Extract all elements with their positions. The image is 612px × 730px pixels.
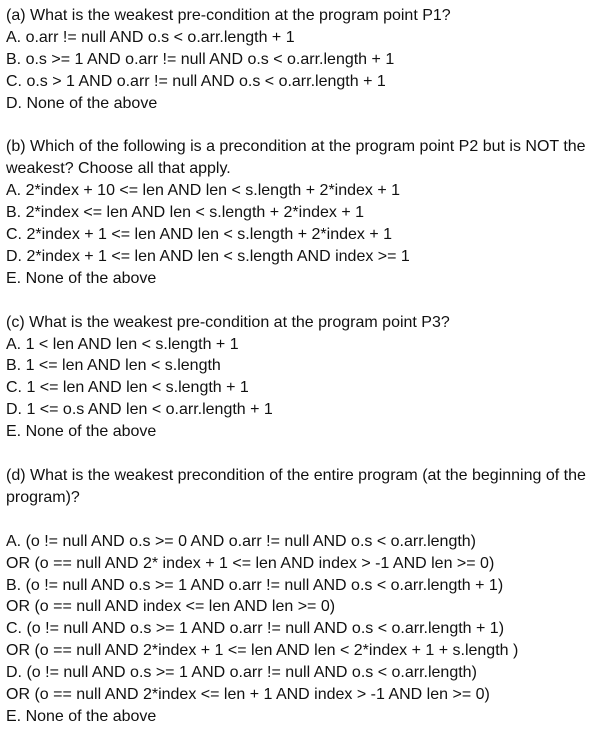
question-c-prompt: (c) What is the weakest pre-condition at the program point P3? (6, 313, 450, 331)
question-c-option-d: D. 1 <= o.s AND len < o.arr.length + 1 (6, 401, 273, 419)
question-d-option-a-line-2: OR (o == null AND 2* index + 1 <= len AND index > -1 AND len >= 0) (6, 554, 495, 572)
question-b-option-a: A. 2*index + 10 <= len AND len < s.length + 2*index + 1 (6, 182, 401, 200)
question-d-option-b-line-2: OR (o == null AND index <= len AND len >= 0) (6, 598, 336, 616)
question-a-option-d: D. None of the above (6, 94, 158, 112)
question-b-option-b: B. 2*index <= len AND len < s.length + 2*index + 1 (6, 204, 365, 222)
question-a-option-b: B. o.s >= 1 AND o.arr != null AND o.s < o.arr.length + 1 (6, 50, 395, 68)
question-b-prompt-line-1: (b) Which of the following is a precondition at the program point P2 but is NOT the (6, 138, 586, 156)
question-d-option-d-line-2: OR (o == null AND 2*index <= len + 1 AND index > -1 AND len >= 0) (6, 686, 490, 704)
question-d-option-c-line-2: OR (o == null AND 2*index + 1 <= len AND len < 2*index + 1 + s.length ) (6, 642, 519, 660)
question-b-prompt-line-2: weakest? Choose all that apply. (6, 160, 231, 178)
question-b-option-e: E. None of the above (6, 269, 157, 287)
question-sheet (6, 5, 608, 728)
question-a-option-c: C. o.s > 1 AND o.arr != null AND o.s < o.arr.length + 1 (6, 72, 386, 90)
question-d-option-e: E. None of the above (6, 707, 157, 725)
question-c-option-e: E. None of the above (6, 423, 157, 441)
question-a-option-a: A. o.arr != null AND o.s < o.arr.length + 1 (6, 28, 295, 46)
spacer (6, 509, 608, 531)
question-d (6, 465, 608, 728)
question-c-option-b: B. 1 <= len AND len < s.length (6, 357, 221, 375)
question-c-option-a: A. 1 < len AND len < s.length + 1 (6, 335, 239, 353)
question-b-option-c: C. 2*index + 1 <= len AND len < s.length + 2*index + 1 (6, 226, 393, 244)
spacer (6, 443, 608, 465)
question-b (6, 136, 608, 289)
question-d-option-d-line-1: D. (o != null AND o.s >= 1 AND o.arr != null AND o.s < o.arr.length) (6, 664, 477, 682)
question-c (6, 312, 608, 443)
question-a-prompt: (a) What is the weakest pre-condition at the program point P1? (6, 7, 451, 24)
question-d-prompt-line-2: program)? (6, 488, 80, 506)
question-d-option-b-line-1: B. (o != null AND o.s >= 1 AND o.arr != null AND o.s < o.arr.length + 1) (6, 576, 504, 594)
question-a (6, 5, 608, 115)
spacer (6, 290, 608, 312)
question-d-prompt-line-1: (d) What is the weakest precondition of the entire program (at the beginning of the (6, 466, 586, 484)
question-c-option-c: C. 1 <= len AND len < s.length + 1 (6, 379, 249, 397)
question-d-option-c-line-1: C. (o != null AND o.s >= 1 AND o.arr != null AND o.s < o.arr.length + 1) (6, 620, 505, 638)
question-d-option-a-line-1: A. (o != null AND o.s >= 0 AND o.arr != null AND o.s < o.arr.length) (6, 532, 477, 550)
question-b-option-d: D. 2*index + 1 <= len AND len < s.length AND index >= 1 (6, 247, 410, 265)
spacer (6, 115, 608, 137)
